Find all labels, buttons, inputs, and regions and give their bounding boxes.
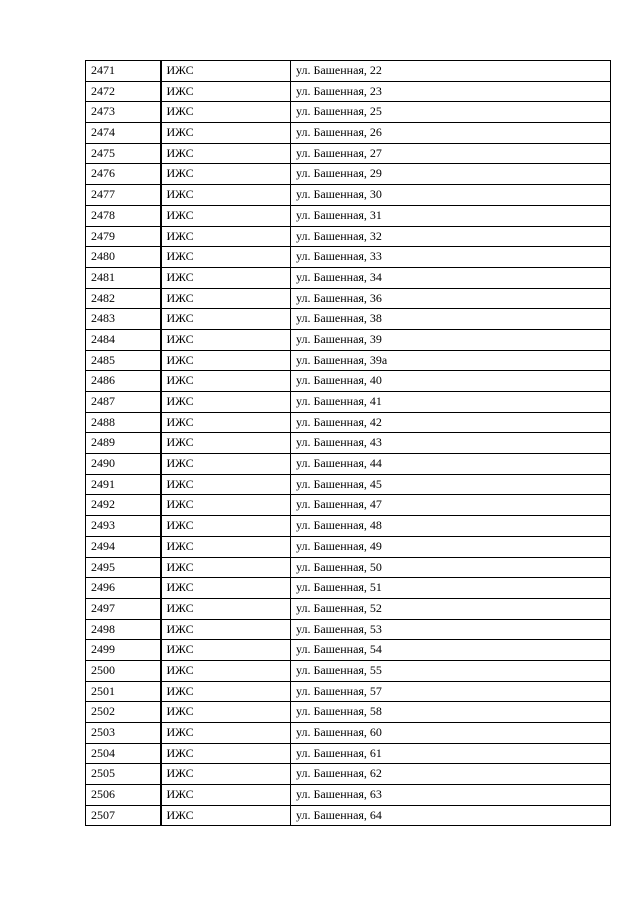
building-type-cell: ИЖС (161, 371, 291, 392)
address-cell: ул. Башенная, 48 (291, 516, 611, 537)
row-number-cell: 2478 (86, 205, 161, 226)
row-number-cell: 2501 (86, 681, 161, 702)
address-cell: ул. Башенная, 50 (291, 557, 611, 578)
address-cell: ул. Башенная, 47 (291, 495, 611, 516)
table-row (86, 123, 611, 144)
address-cell: ул. Башенная, 33 (291, 247, 611, 268)
building-type-cell: ИЖС (161, 61, 291, 82)
building-type-cell: ИЖС (161, 143, 291, 164)
address-cell: ул. Башенная, 22 (291, 61, 611, 82)
address-cell: ул. Башенная, 27 (291, 143, 611, 164)
table-row (86, 578, 611, 599)
building-type-cell: ИЖС (161, 329, 291, 350)
row-number-cell: 2507 (86, 805, 161, 826)
table-row (86, 495, 611, 516)
row-number-cell: 2490 (86, 454, 161, 475)
table-row (86, 185, 611, 206)
row-number-cell: 2494 (86, 536, 161, 557)
table-row (86, 474, 611, 495)
table-row (86, 640, 611, 661)
table-row (86, 143, 611, 164)
table-row (86, 392, 611, 413)
table-row (86, 102, 611, 123)
address-cell: ул. Башенная, 64 (291, 805, 611, 826)
row-number-cell: 2492 (86, 495, 161, 516)
table-row (86, 226, 611, 247)
building-type-cell: ИЖС (161, 598, 291, 619)
table-row (86, 205, 611, 226)
table-row (86, 536, 611, 557)
address-cell: ул. Башенная, 29 (291, 164, 611, 185)
row-number-cell: 2483 (86, 309, 161, 330)
address-cell: ул. Башенная, 30 (291, 185, 611, 206)
table-row (86, 723, 611, 744)
table-row (86, 61, 611, 82)
row-number-cell: 2498 (86, 619, 161, 640)
building-type-cell: ИЖС (161, 205, 291, 226)
registry-table-body (86, 61, 611, 826)
table-row (86, 598, 611, 619)
row-number-cell: 2488 (86, 412, 161, 433)
table-row (86, 412, 611, 433)
address-cell: ул. Башенная, 63 (291, 785, 611, 806)
table-row (86, 516, 611, 537)
row-number-cell: 2500 (86, 660, 161, 681)
table-row (86, 681, 611, 702)
row-number-cell: 2476 (86, 164, 161, 185)
address-cell: ул. Башенная, 39а (291, 350, 611, 371)
building-type-cell: ИЖС (161, 723, 291, 744)
row-number-cell: 2484 (86, 329, 161, 350)
row-number-cell: 2506 (86, 785, 161, 806)
row-number-cell: 2491 (86, 474, 161, 495)
address-registry-table (85, 60, 611, 826)
table-row (86, 267, 611, 288)
row-number-cell: 2503 (86, 723, 161, 744)
building-type-cell: ИЖС (161, 681, 291, 702)
table-row (86, 702, 611, 723)
table-row (86, 247, 611, 268)
building-type-cell: ИЖС (161, 805, 291, 826)
row-number-cell: 2479 (86, 226, 161, 247)
building-type-cell: ИЖС (161, 785, 291, 806)
building-type-cell: ИЖС (161, 474, 291, 495)
table-row (86, 350, 611, 371)
row-number-cell: 2475 (86, 143, 161, 164)
building-type-cell: ИЖС (161, 454, 291, 475)
row-number-cell: 2486 (86, 371, 161, 392)
table-row (86, 557, 611, 578)
row-number-cell: 2473 (86, 102, 161, 123)
table-row (86, 743, 611, 764)
building-type-cell: ИЖС (161, 536, 291, 557)
address-cell: ул. Башенная, 26 (291, 123, 611, 144)
building-type-cell: ИЖС (161, 392, 291, 413)
table-row (86, 454, 611, 475)
building-type-cell: ИЖС (161, 309, 291, 330)
row-number-cell: 2471 (86, 61, 161, 82)
address-cell: ул. Башенная, 45 (291, 474, 611, 495)
table-row (86, 288, 611, 309)
row-number-cell: 2474 (86, 123, 161, 144)
address-cell: ул. Башенная, 53 (291, 619, 611, 640)
table-row (86, 164, 611, 185)
address-cell: ул. Башенная, 36 (291, 288, 611, 309)
building-type-cell: ИЖС (161, 743, 291, 764)
address-cell: ул. Башенная, 34 (291, 267, 611, 288)
address-cell: ул. Башенная, 61 (291, 743, 611, 764)
building-type-cell: ИЖС (161, 185, 291, 206)
row-number-cell: 2485 (86, 350, 161, 371)
building-type-cell: ИЖС (161, 267, 291, 288)
address-cell: ул. Башенная, 60 (291, 723, 611, 744)
address-cell: ул. Башенная, 40 (291, 371, 611, 392)
address-cell: ул. Башенная, 32 (291, 226, 611, 247)
row-number-cell: 2489 (86, 433, 161, 454)
building-type-cell: ИЖС (161, 557, 291, 578)
row-number-cell: 2504 (86, 743, 161, 764)
address-cell: ул. Башенная, 54 (291, 640, 611, 661)
row-number-cell: 2497 (86, 598, 161, 619)
address-cell: ул. Башенная, 39 (291, 329, 611, 350)
building-type-cell: ИЖС (161, 412, 291, 433)
building-type-cell: ИЖС (161, 516, 291, 537)
table-row (86, 433, 611, 454)
address-cell: ул. Башенная, 23 (291, 81, 611, 102)
building-type-cell: ИЖС (161, 247, 291, 268)
table-row (86, 764, 611, 785)
building-type-cell: ИЖС (161, 102, 291, 123)
row-number-cell: 2499 (86, 640, 161, 661)
building-type-cell: ИЖС (161, 123, 291, 144)
row-number-cell: 2495 (86, 557, 161, 578)
address-cell: ул. Башенная, 62 (291, 764, 611, 785)
building-type-cell: ИЖС (161, 81, 291, 102)
row-number-cell: 2496 (86, 578, 161, 599)
table-row (86, 785, 611, 806)
row-number-cell: 2472 (86, 81, 161, 102)
building-type-cell: ИЖС (161, 350, 291, 371)
row-number-cell: 2481 (86, 267, 161, 288)
building-type-cell: ИЖС (161, 640, 291, 661)
row-number-cell: 2502 (86, 702, 161, 723)
row-number-cell: 2480 (86, 247, 161, 268)
building-type-cell: ИЖС (161, 702, 291, 723)
building-type-cell: ИЖС (161, 619, 291, 640)
address-cell: ул. Башенная, 57 (291, 681, 611, 702)
row-number-cell: 2493 (86, 516, 161, 537)
address-cell: ул. Башенная, 31 (291, 205, 611, 226)
building-type-cell: ИЖС (161, 433, 291, 454)
table-row (86, 805, 611, 826)
address-cell: ул. Башенная, 43 (291, 433, 611, 454)
building-type-cell: ИЖС (161, 226, 291, 247)
building-type-cell: ИЖС (161, 288, 291, 309)
address-cell: ул. Башенная, 41 (291, 392, 611, 413)
building-type-cell: ИЖС (161, 578, 291, 599)
table-row (86, 81, 611, 102)
address-cell: ул. Башенная, 52 (291, 598, 611, 619)
building-type-cell: ИЖС (161, 764, 291, 785)
address-cell: ул. Башенная, 55 (291, 660, 611, 681)
building-type-cell: ИЖС (161, 660, 291, 681)
address-cell: ул. Башенная, 42 (291, 412, 611, 433)
address-cell: ул. Башенная, 38 (291, 309, 611, 330)
row-number-cell: 2477 (86, 185, 161, 206)
row-number-cell: 2487 (86, 392, 161, 413)
building-type-cell: ИЖС (161, 164, 291, 185)
table-row (86, 371, 611, 392)
address-cell: ул. Башенная, 51 (291, 578, 611, 599)
address-cell: ул. Башенная, 49 (291, 536, 611, 557)
row-number-cell: 2482 (86, 288, 161, 309)
address-cell: ул. Башенная, 44 (291, 454, 611, 475)
table-row (86, 329, 611, 350)
address-cell: ул. Башенная, 25 (291, 102, 611, 123)
table-row (86, 309, 611, 330)
row-number-cell: 2505 (86, 764, 161, 785)
table-row (86, 660, 611, 681)
table-row (86, 619, 611, 640)
building-type-cell: ИЖС (161, 495, 291, 516)
address-cell: ул. Башенная, 58 (291, 702, 611, 723)
